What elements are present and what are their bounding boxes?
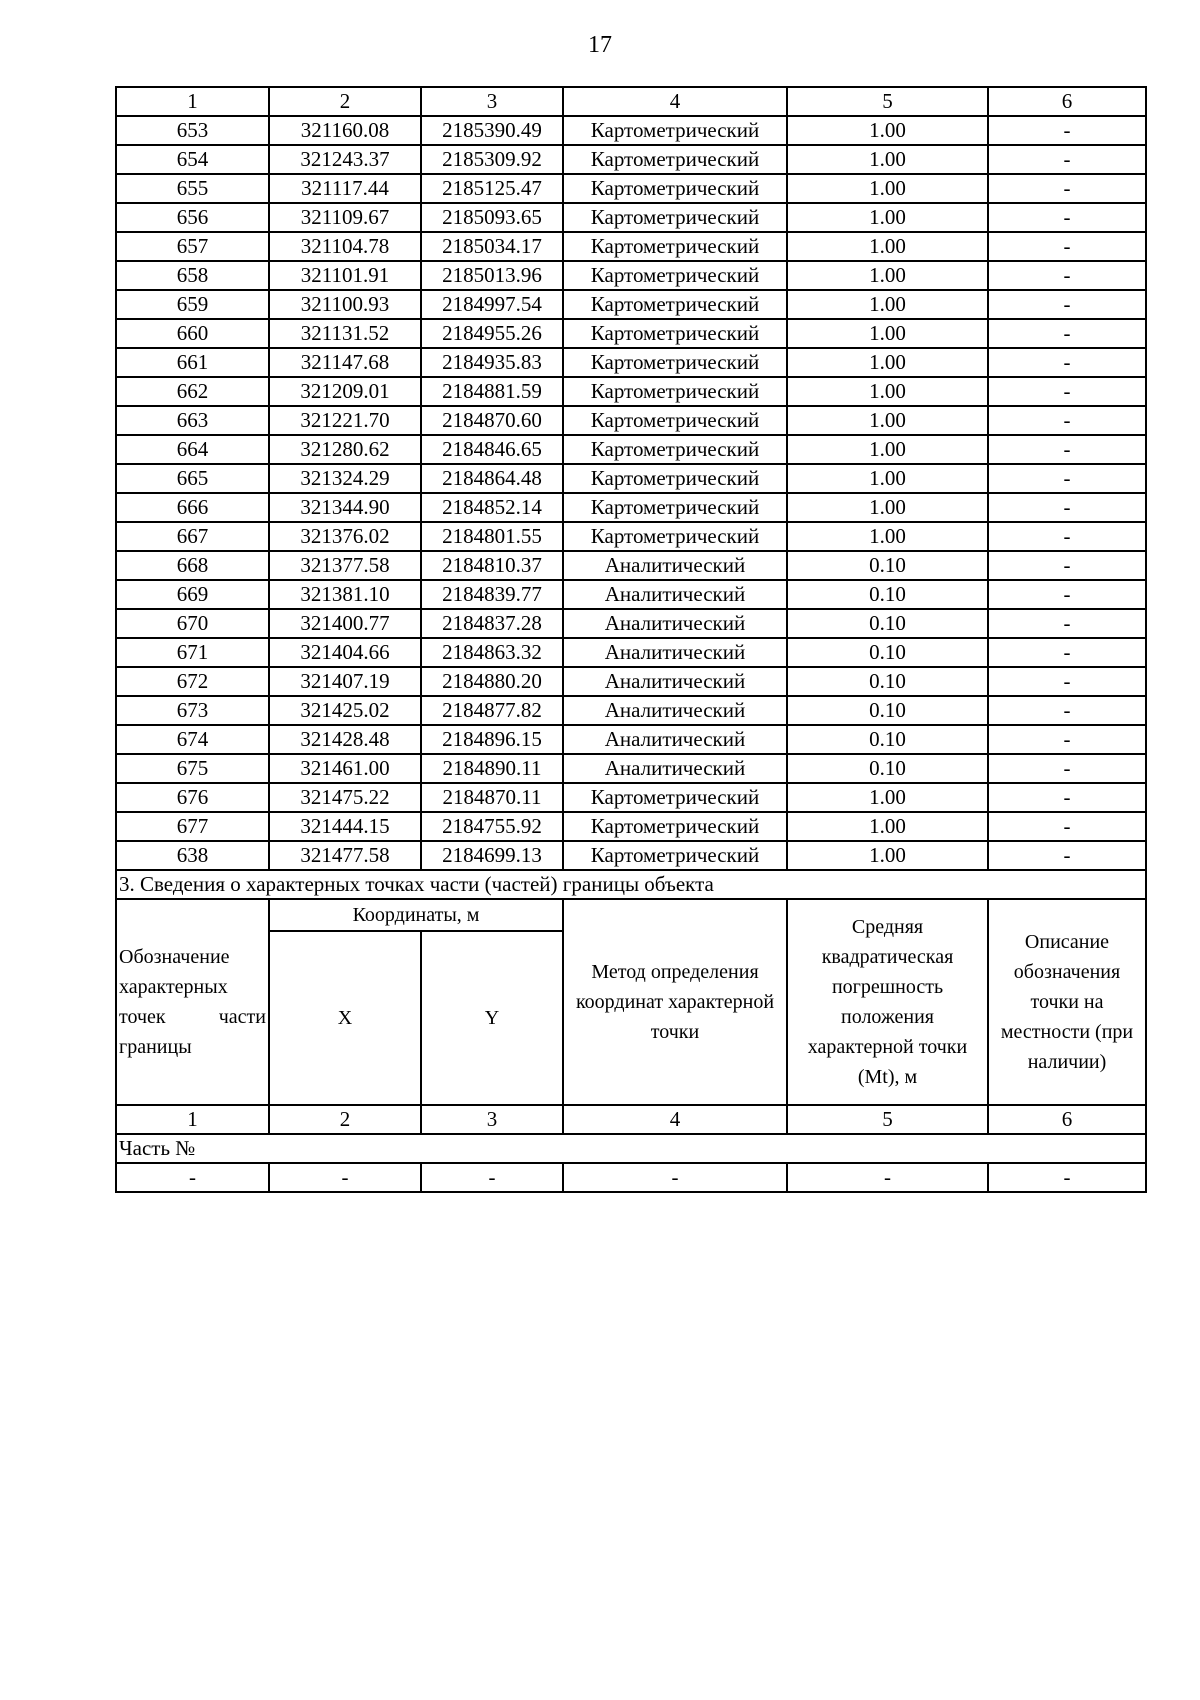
method: Аналитический [563, 696, 787, 725]
coord-y: 2184870.60 [421, 406, 563, 435]
column-number: 4 [563, 87, 787, 116]
boundary-points-table [115, 86, 1147, 1193]
column-number: 2 [269, 1105, 421, 1134]
point-number: 676 [116, 783, 269, 812]
description: - [988, 174, 1146, 203]
description: - [988, 406, 1146, 435]
coord-x: 321131.52 [269, 319, 421, 348]
column-number: 6 [988, 87, 1146, 116]
header-method: Метод определения координат характерной точки [563, 899, 787, 1105]
error-mt: 0.10 [787, 551, 988, 580]
description: - [988, 435, 1146, 464]
part-label-row [116, 1134, 1146, 1163]
coord-x: 321117.44 [269, 174, 421, 203]
error-mt: 1.00 [787, 261, 988, 290]
coord-y: 2185309.92 [421, 145, 563, 174]
coord-x: 321324.29 [269, 464, 421, 493]
table-row [116, 551, 1146, 580]
point-number: 669 [116, 580, 269, 609]
table-row [116, 406, 1146, 435]
table-row [116, 667, 1146, 696]
coord-x: 321280.62 [269, 435, 421, 464]
coord-x: 321425.02 [269, 696, 421, 725]
coord-y: 2185093.65 [421, 203, 563, 232]
description: - [988, 145, 1146, 174]
method: Картометрический [563, 232, 787, 261]
point-number: 670 [116, 609, 269, 638]
part-label: Часть № [116, 1134, 1146, 1163]
method: Картометрический [563, 464, 787, 493]
method: Аналитический [563, 580, 787, 609]
coord-y: 2185034.17 [421, 232, 563, 261]
error-mt: 1.00 [787, 493, 988, 522]
point-number: 655 [116, 174, 269, 203]
column-number: 4 [563, 1105, 787, 1134]
description: - [988, 493, 1146, 522]
point-number: 665 [116, 464, 269, 493]
table-row [116, 348, 1146, 377]
coord-y: 2184810.37 [421, 551, 563, 580]
column-number: 6 [988, 1105, 1146, 1134]
description: - [988, 841, 1146, 870]
table-row [116, 783, 1146, 812]
description: - [988, 261, 1146, 290]
method: Картометрический [563, 116, 787, 145]
coord-y: 2184839.77 [421, 580, 563, 609]
column-number: 5 [787, 87, 988, 116]
description: - [988, 377, 1146, 406]
point-number: 674 [116, 725, 269, 754]
coord-x: 321109.67 [269, 203, 421, 232]
table-row [116, 464, 1146, 493]
coord-x: 321404.66 [269, 638, 421, 667]
coord-y: 2184755.92 [421, 812, 563, 841]
method: Картометрический [563, 812, 787, 841]
header-designation: Обозначение характерных точек части границы [116, 899, 269, 1105]
description: - [988, 725, 1146, 754]
method: Картометрический [563, 319, 787, 348]
coord-x: 321477.58 [269, 841, 421, 870]
error-mt: 0.10 [787, 696, 988, 725]
table-row [116, 203, 1146, 232]
column-number: 3 [421, 1105, 563, 1134]
coord-x: 321209.01 [269, 377, 421, 406]
method: Картометрический [563, 522, 787, 551]
empty-cell: - [988, 1163, 1146, 1192]
point-number: 663 [116, 406, 269, 435]
coord-x: 321444.15 [269, 812, 421, 841]
coord-x: 321147.68 [269, 348, 421, 377]
table-row [116, 725, 1146, 754]
header-description: Описание обозначения точки на местности (при наличии) [988, 899, 1146, 1105]
table-row [116, 696, 1146, 725]
description: - [988, 580, 1146, 609]
coord-y: 2184870.11 [421, 783, 563, 812]
error-mt: 1.00 [787, 406, 988, 435]
table-row [116, 435, 1146, 464]
table-row [116, 319, 1146, 348]
point-number: 671 [116, 638, 269, 667]
description: - [988, 551, 1146, 580]
coord-y: 2184935.83 [421, 348, 563, 377]
header-y: Y [421, 931, 563, 1105]
error-mt: 1.00 [787, 435, 988, 464]
error-mt: 0.10 [787, 580, 988, 609]
coord-y: 2184801.55 [421, 522, 563, 551]
method: Картометрический [563, 783, 787, 812]
point-number: 672 [116, 667, 269, 696]
point-number: 653 [116, 116, 269, 145]
table-row [116, 754, 1146, 783]
description: - [988, 609, 1146, 638]
point-number: 658 [116, 261, 269, 290]
error-mt: 1.00 [787, 232, 988, 261]
description: - [988, 464, 1146, 493]
coord-y: 2184846.65 [421, 435, 563, 464]
coord-y: 2185390.49 [421, 116, 563, 145]
column-number: 5 [787, 1105, 988, 1134]
point-number: 673 [116, 696, 269, 725]
error-mt: 1.00 [787, 116, 988, 145]
coord-y: 2184864.48 [421, 464, 563, 493]
point-number: 677 [116, 812, 269, 841]
table-row [116, 609, 1146, 638]
method: Картометрический [563, 203, 787, 232]
coord-y: 2185013.96 [421, 261, 563, 290]
point-number: 656 [116, 203, 269, 232]
method: Картометрический [563, 406, 787, 435]
method: Картометрический [563, 435, 787, 464]
point-number: 667 [116, 522, 269, 551]
description: - [988, 348, 1146, 377]
coord-x: 321400.77 [269, 609, 421, 638]
description: - [988, 638, 1146, 667]
error-mt: 1.00 [787, 145, 988, 174]
method: Аналитический [563, 638, 787, 667]
error-mt: 1.00 [787, 464, 988, 493]
point-number: 675 [116, 754, 269, 783]
column-number: 3 [421, 87, 563, 116]
error-mt: 1.00 [787, 174, 988, 203]
method: Картометрический [563, 493, 787, 522]
table-row [116, 580, 1146, 609]
empty-cell: - [421, 1163, 563, 1192]
point-number: 660 [116, 319, 269, 348]
method: Аналитический [563, 551, 787, 580]
coord-y: 2184997.54 [421, 290, 563, 319]
empty-cell: - [563, 1163, 787, 1192]
section-3-title: 3. Сведения о характерных точках части (частей) границы объекта [116, 870, 1146, 899]
column-number: 1 [116, 1105, 269, 1134]
method: Аналитический [563, 725, 787, 754]
error-mt: 1.00 [787, 377, 988, 406]
header-error: Средняя квадратическая погрешность положения характерной точки (Mt), м [787, 899, 988, 1105]
point-number: 666 [116, 493, 269, 522]
error-mt: 1.00 [787, 319, 988, 348]
method: Картометрический [563, 290, 787, 319]
point-number: 654 [116, 145, 269, 174]
coord-y: 2184955.26 [421, 319, 563, 348]
point-number: 638 [116, 841, 269, 870]
page-number: 17 [588, 32, 612, 58]
point-number: 659 [116, 290, 269, 319]
empty-cell: - [787, 1163, 988, 1192]
method: Картометрический [563, 145, 787, 174]
coord-x: 321221.70 [269, 406, 421, 435]
coord-y: 2185125.47 [421, 174, 563, 203]
description: - [988, 290, 1146, 319]
coord-y: 2184877.82 [421, 696, 563, 725]
coord-x: 321344.90 [269, 493, 421, 522]
coord-x: 321104.78 [269, 232, 421, 261]
empty-row [116, 1163, 1146, 1192]
section-3-column-number-row [116, 1105, 1146, 1134]
section-3-header-row [116, 899, 1146, 931]
table-row [116, 493, 1146, 522]
coord-y: 2184896.15 [421, 725, 563, 754]
error-mt: 1.00 [787, 841, 988, 870]
coord-x: 321160.08 [269, 116, 421, 145]
error-mt: 1.00 [787, 783, 988, 812]
empty-cell: - [116, 1163, 269, 1192]
coord-x: 321376.02 [269, 522, 421, 551]
coord-x: 321461.00 [269, 754, 421, 783]
point-number: 668 [116, 551, 269, 580]
table-row [116, 377, 1146, 406]
table-row [116, 232, 1146, 261]
method: Картометрический [563, 261, 787, 290]
point-number: 662 [116, 377, 269, 406]
method: Аналитический [563, 754, 787, 783]
coord-x: 321101.91 [269, 261, 421, 290]
description: - [988, 522, 1146, 551]
column-number-row [116, 87, 1146, 116]
table-row [116, 261, 1146, 290]
description: - [988, 203, 1146, 232]
point-number: 664 [116, 435, 269, 464]
column-number: 1 [116, 87, 269, 116]
method: Картометрический [563, 348, 787, 377]
table-row [116, 290, 1146, 319]
coord-x: 321428.48 [269, 725, 421, 754]
method: Картометрический [563, 841, 787, 870]
error-mt: 0.10 [787, 667, 988, 696]
error-mt: 0.10 [787, 609, 988, 638]
table-row [116, 638, 1146, 667]
coord-x: 321475.22 [269, 783, 421, 812]
table-row [116, 841, 1146, 870]
description: - [988, 667, 1146, 696]
coord-x: 321377.58 [269, 551, 421, 580]
coord-y: 2184881.59 [421, 377, 563, 406]
error-mt: 1.00 [787, 812, 988, 841]
coord-x: 321243.37 [269, 145, 421, 174]
table-row [116, 116, 1146, 145]
table-row [116, 174, 1146, 203]
table-row [116, 522, 1146, 551]
table-row [116, 812, 1146, 841]
error-mt: 1.00 [787, 290, 988, 319]
description: - [988, 116, 1146, 145]
error-mt: 1.00 [787, 522, 988, 551]
coord-y: 2184890.11 [421, 754, 563, 783]
coord-y: 2184880.20 [421, 667, 563, 696]
coord-y: 2184837.28 [421, 609, 563, 638]
description: - [988, 812, 1146, 841]
coord-y: 2184863.32 [421, 638, 563, 667]
description: - [988, 232, 1146, 261]
section-3-title-row [116, 870, 1146, 899]
table-row [116, 145, 1146, 174]
error-mt: 0.10 [787, 725, 988, 754]
description: - [988, 696, 1146, 725]
error-mt: 1.00 [787, 203, 988, 232]
point-number: 661 [116, 348, 269, 377]
boundary-points-body [116, 87, 1146, 1192]
description: - [988, 754, 1146, 783]
coord-y: 2184852.14 [421, 493, 563, 522]
header-coordinates: Координаты, м [269, 899, 563, 931]
method: Картометрический [563, 174, 787, 203]
header-x: X [269, 931, 421, 1105]
error-mt: 0.10 [787, 754, 988, 783]
error-mt: 0.10 [787, 638, 988, 667]
coord-x: 321407.19 [269, 667, 421, 696]
coord-x: 321381.10 [269, 580, 421, 609]
method: Картометрический [563, 377, 787, 406]
error-mt: 1.00 [787, 348, 988, 377]
description: - [988, 319, 1146, 348]
empty-cell: - [269, 1163, 421, 1192]
column-number: 2 [269, 87, 421, 116]
point-number: 657 [116, 232, 269, 261]
coord-x: 321100.93 [269, 290, 421, 319]
method: Аналитический [563, 667, 787, 696]
method: Аналитический [563, 609, 787, 638]
description: - [988, 783, 1146, 812]
coord-y: 2184699.13 [421, 841, 563, 870]
